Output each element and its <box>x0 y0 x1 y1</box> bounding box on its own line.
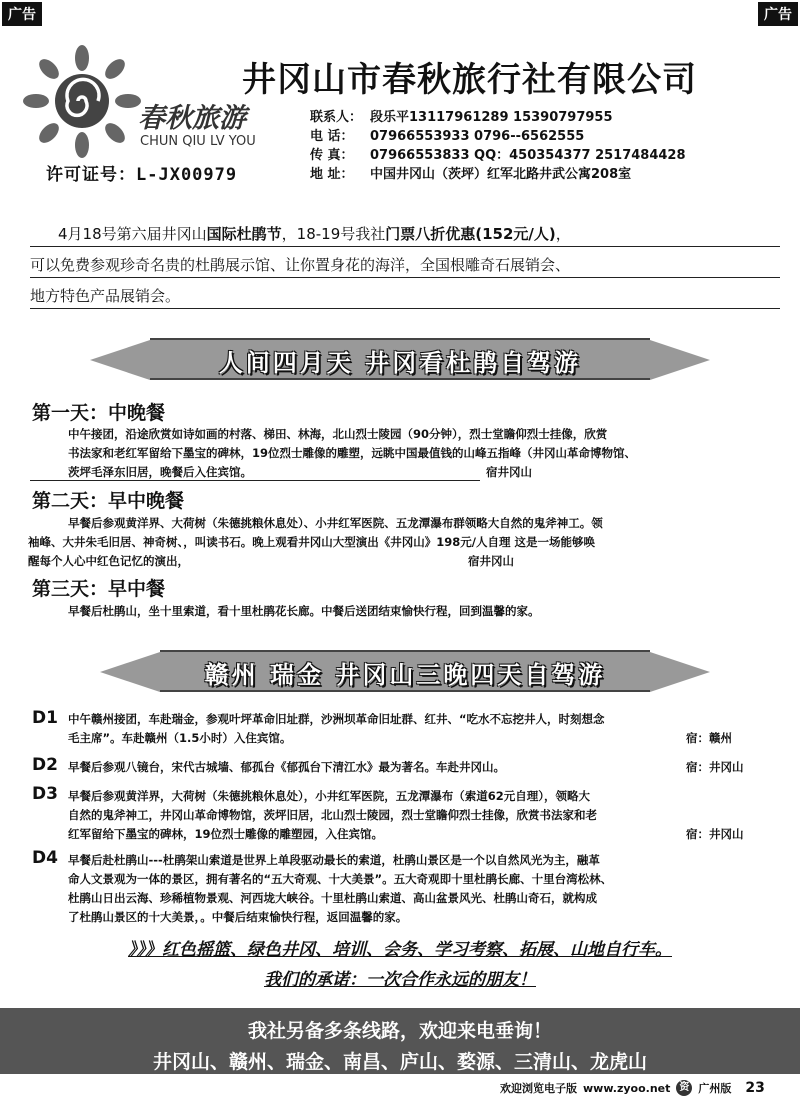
slogan-services: 》》》红色摇篮、绿色井冈、培训、会务、学习考察、拓展、山地自行车。 <box>128 940 672 960</box>
edition-label: 广州版 <box>698 1082 732 1095</box>
d2-label: D2 <box>32 755 58 775</box>
d2-stay: 宿：井冈山 <box>686 760 744 774</box>
d3-label: D3 <box>32 784 58 804</box>
site-url[interactable]: www.zyoo.net <box>583 1081 671 1095</box>
contact-block <box>310 108 686 184</box>
contact-phone: 电 话： 07966553933 0796--6562555 <box>310 129 585 144</box>
d4-text: 早餐后赴杜鹃山---杜鹃架山索道是世界上单段驱动最长的索道，杜鹃山景区是一个以自然风光为主，融革 命人文景观为一体的景区，拥有著名的“五大奇观、十大美景”。五大奇观即十里杜鹃长廊、十里台湾松林、 杜鹃山日出云海、珍稀植物景观、河西垅大峡谷。十里杜鹃山索道、高山盆景风光、杜鹃山奇石，就构成 了杜鹃山景区的十大美景，。中餐后结束愉快行程，返回温馨的家。 <box>68 853 613 924</box>
contact-person: 联系人： 段乐平13117961289 15390797955 <box>310 110 613 125</box>
banner-arrow-right <box>650 652 710 692</box>
d1-stay: 宿：赣州 <box>686 731 732 745</box>
slogan-promise: 我们的承诺：一次合作永远的朋友！ <box>264 970 536 990</box>
intro-line-3: 地方特色产品展销会。 <box>30 287 181 305</box>
day2-stay: 宿井冈山 <box>468 554 514 568</box>
tour1-banner <box>150 338 650 380</box>
logo-pinyin: CHUN QIU LV YOU <box>140 134 256 149</box>
intro-line-2: 可以免费参观珍奇名贵的杜鹃展示馆、让你置身花的海洋，全国根雕奇石展销会、 <box>30 256 571 274</box>
logo-chinese: 春秋旅游 <box>138 103 246 134</box>
d3-stay: 宿：井冈山 <box>686 827 744 841</box>
contact-fax: 传 真： 07966553833 QQ：450354377 2517484428 <box>310 148 686 163</box>
footer-inquiry: 我社另备多条线路，欢迎来电垂询！ <box>247 1020 552 1042</box>
d1-label: D1 <box>32 708 58 728</box>
intro-rule <box>30 277 780 278</box>
banner-arrow-left <box>90 340 150 380</box>
banner-arrow-left <box>100 652 160 692</box>
intro-rule <box>30 246 780 247</box>
zyoo-badge-icon: 资 <box>676 1080 692 1096</box>
browse-text: 欢迎浏览电子版 <box>500 1082 577 1095</box>
intro-rule <box>30 308 780 309</box>
banner-arrow-right <box>650 340 710 380</box>
company-title: 井冈山市春秋旅行社有限公司 <box>242 60 697 100</box>
day1-stay: 宿井冈山 <box>486 465 532 479</box>
page-footer <box>500 1080 790 1096</box>
d2-text: 早餐后参观八镜台，宋代古城墙、郁孤台《郁孤台下清江水》最为著名。车赴井冈山。 宿：井冈山 <box>68 758 788 777</box>
footer-routes <box>0 1008 800 1074</box>
tour2-banner-text: 赣州 瑞金 井冈山三晚四天自驾游 <box>204 661 606 689</box>
day3-text: 早餐后杜鹃山，坐十里索道，看十里杜鹃花长廊。中餐后送团结束愉快行程，回到温馨的家。 <box>68 604 540 618</box>
footer-destinations: 井冈山、赣州、瑞金、南昌、庐山、婺源、三清山、龙虎山 <box>152 1051 647 1073</box>
contact-address: 地 址： 中国井冈山（茨坪）红军北路井武公寓208室 <box>310 167 632 182</box>
ad-tag-left: 广告 <box>2 2 42 26</box>
discount-highlight: 门票八折优惠(152元/人) <box>385 225 556 243</box>
d1-text: 中午赣州接团，车赴瑞金，参观叶坪革命旧址群，沙洲坝革命旧址群、红井、“吃水不忘挖井人，时刻想念 毛主席”。车赴赣州（1.5小时）入住宾馆。 宿：赣州 <box>68 710 788 748</box>
tour2-banner <box>160 650 650 692</box>
day2-text: 早餐后参观黄洋界、大荷树（朱德挑粮休息处）、小井红军医院、五龙潭瀑布群领略大自然的鬼斧神工。领 袖峰、大井朱毛旧居、神奇树、，叫读书石。晚上观看井冈山大型演出《井冈山》198元/人自理 这是一场能够唤 醒每个人心中红色记忆的演出， 宿井冈山 <box>68 514 783 571</box>
d4-label: D4 <box>32 848 58 868</box>
day3-heading: 第三天：早中餐 <box>32 578 166 600</box>
ad-tag-right: 广告 <box>758 2 798 26</box>
day1-text: 中午接团，沿途欣赏如诗如画的村落、梯田、林海，北山烈士陵园（90分钟），烈士堂瞻仰烈士挂像，欣赏 书法家和老红军留给下墨宝的碑林，19位烈士雕像的雕塑，远眺中国最值钱的山峰五指峰（井冈山革命博物馆、 茨坪毛泽东旧居，晚餐后入住宾馆。 宿井冈山 <box>68 425 783 482</box>
festival-highlight: 国际杜鹃节 <box>206 225 282 243</box>
d3-text: 早餐后参观黄洋界，大荷树（朱德挑粮休息处），小井红军医院，五龙潭瀑布（索道62元自理），领略大 自然的鬼斧神工，井冈山革命博物馆，茨坪旧居，北山烈士陵园，烈士堂瞻仰烈士挂像，欣赏书法家和老 红军留给下墨宝的碑林，19位烈士雕像的雕塑园，入住宾馆。 宿：井冈山 <box>68 787 788 844</box>
intro-line-1: 4月18号第六届井冈山国际杜鹃节，18-19号我社门票八折优惠(152元/人)， <box>58 225 571 243</box>
sun-logo-icon <box>22 44 142 159</box>
tour1-banner-text: 人间四月天 井冈看杜鹃自驾游 <box>218 349 582 377</box>
day2-heading: 第二天：早中晚餐 <box>32 490 185 512</box>
license-number: 许可证号：L-JX00979 <box>46 165 238 185</box>
page-number: 23 <box>745 1080 765 1096</box>
day1-heading: 第一天：中晚餐 <box>32 402 166 424</box>
day1-rule <box>30 480 480 481</box>
